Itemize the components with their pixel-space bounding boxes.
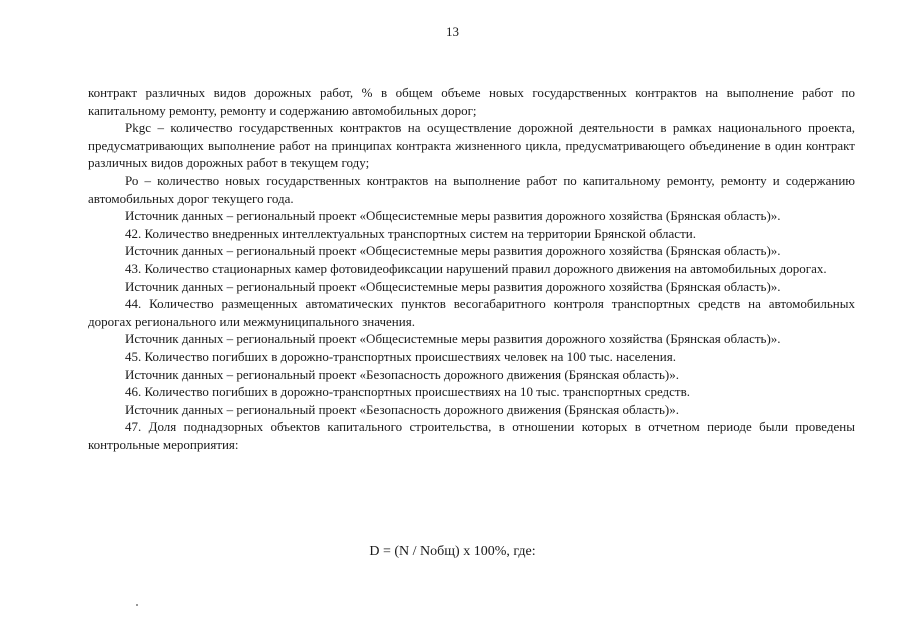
paragraph: 47. Доля поднадзорных объектов капитального строительства, в отношении которых в отчетном периоде были проведены контрольные мероприятия: [88, 419, 855, 452]
paragraph: Ро – количество новых государственных контрактов на выполнение работ по капитальному ремонту, ремонту и содержанию автомобильных дорог текущего года. [88, 172, 855, 206]
paragraph: Источник данных – региональный проект «Общесистемные меры развития дорожного хозяйства (Брянская область)». [125, 331, 781, 347]
body-text [88, 84, 855, 453]
page-number: 13 [446, 24, 459, 39]
paragraph: Источник данных – региональный проект «Общесистемные меры развития дорожного хозяйства (Брянская область)». [125, 208, 781, 224]
paragraph: Источник данных – региональный проект «Общесистемные меры развития дорожного хозяйства (Брянская область)». [125, 243, 781, 259]
scan-speck [136, 604, 138, 606]
paragraph: 46. Количество погибших в дорожно-транспортных происшествиях на 10 тыс. транспортных средств. [125, 384, 690, 400]
paragraph: Pkgc – количество государственных контрактов на осуществление дорожной деятельности в рамках национального проекта, предусматривающих выполнение работ на принципах контракта жизненного цикла, предусматривающего объединение в один контракт различных видов дорожных работ в текущем году; [88, 120, 855, 171]
paragraph: Источник данных – региональный проект «Безопасность дорожного движения (Брянская область)». [125, 366, 679, 382]
paragraph: Источник данных – региональный проект «Общесистемные меры развития дорожного хозяйства (Брянская область)». [125, 278, 781, 294]
paragraph: 43. Количество стационарных камер фотовидеофиксации нарушений правил дорожного движения на автомобильных дорогах. [125, 260, 827, 276]
formula: D = (N / Nобщ) х 100%, где: [369, 544, 536, 559]
paragraph: Источник данных – региональный проект «Безопасность дорожного движения (Брянская область)». [125, 401, 679, 417]
paragraph: 45. Количество погибших в дорожно-транспортных происшествиях человек на 100 тыс. населения. [125, 348, 676, 364]
paragraph: 42. Количество внедренных интеллектуальных транспортных систем на территории Брянской области. [125, 225, 696, 241]
paragraph: 44. Количество размещенных автоматических пунктов весогабаритного контроля транспортных средств на автомобильных дорогах регионального или межмуниципального значения. [88, 296, 855, 329]
paragraph: контракт различных видов дорожных работ, % в общем объеме новых государственных контрактов на выполнение работ по капитальному ремонту, ремонту и содержанию автомобильных дорог; [88, 85, 855, 118]
